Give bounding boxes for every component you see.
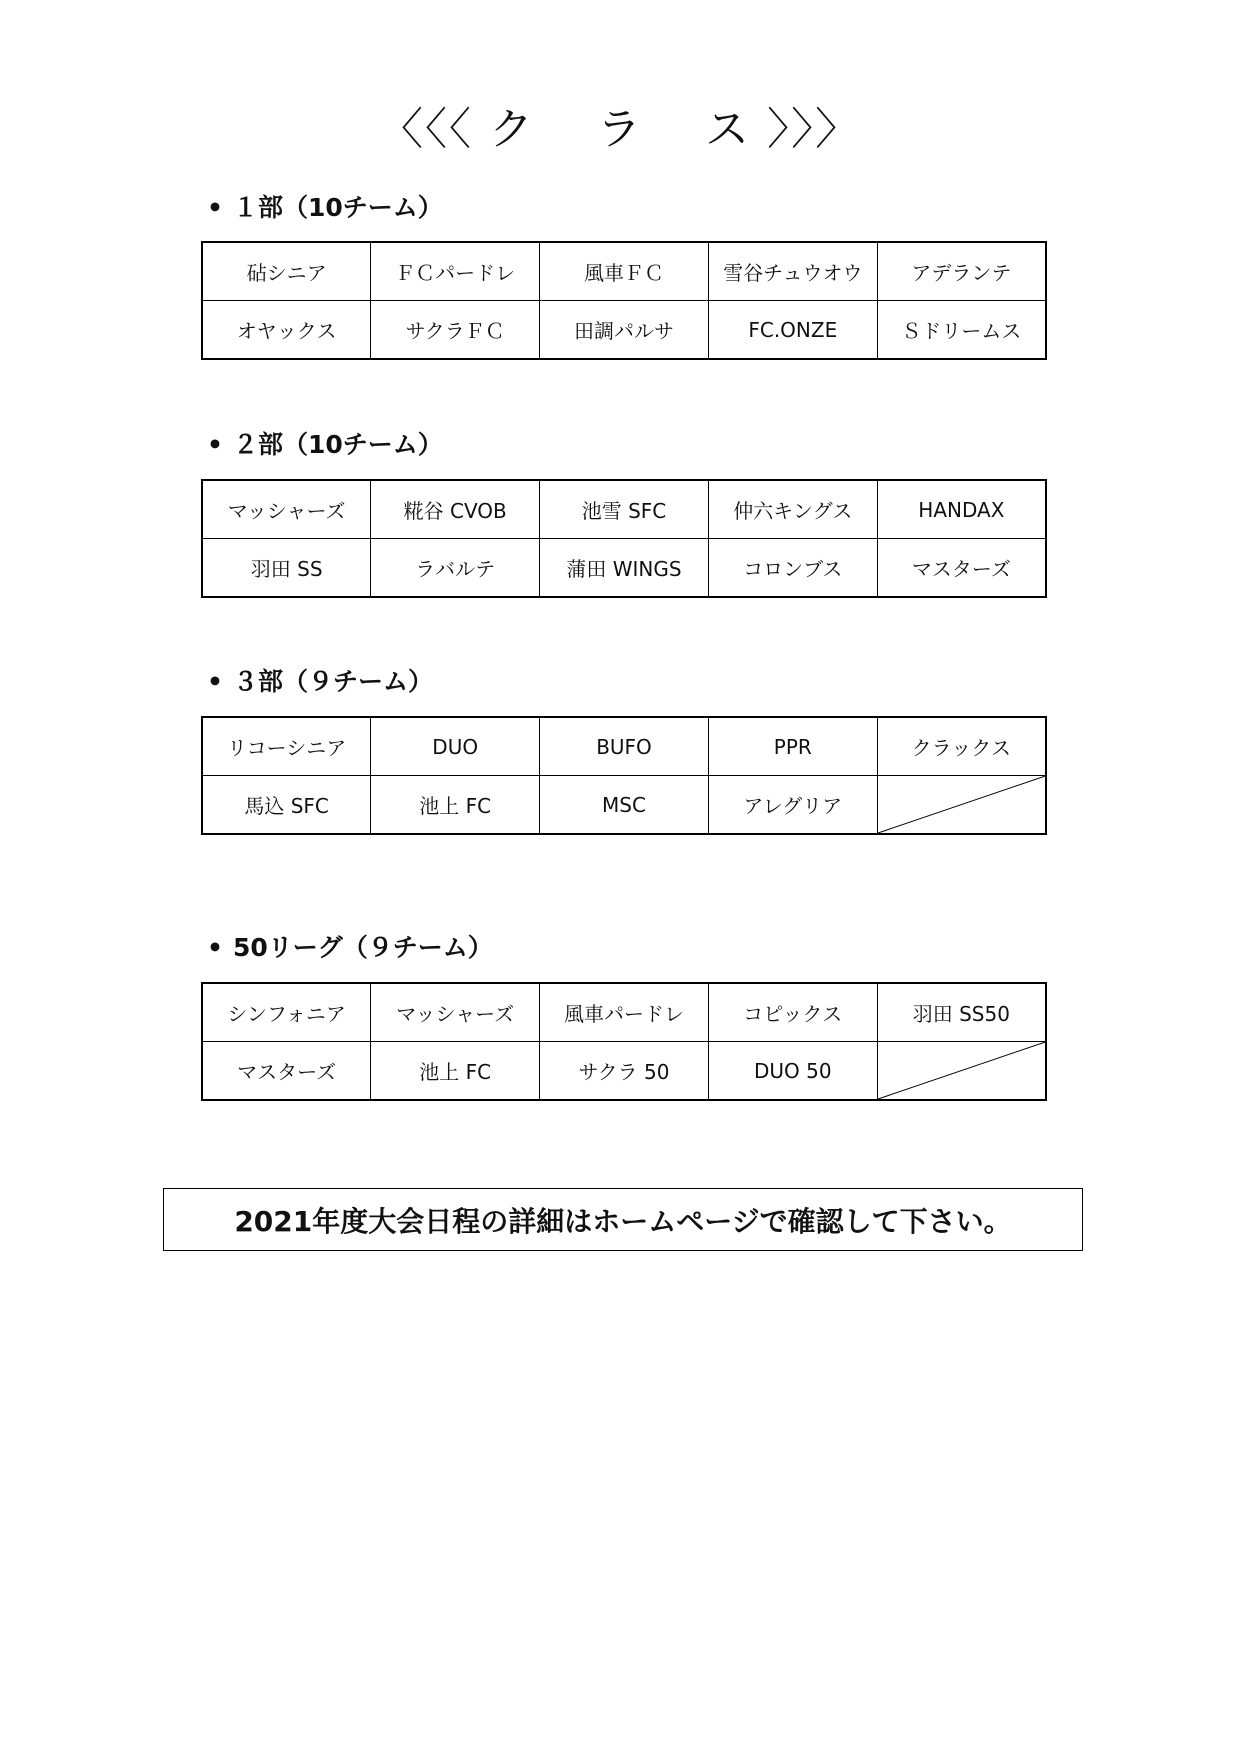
team-cell: サクラ 50 [540, 1042, 709, 1101]
bullet-icon: • [207, 933, 223, 962]
table-row [202, 1042, 1046, 1101]
schedule-notice-box [163, 1188, 1083, 1251]
team-cell: 田調パルサ [540, 301, 709, 360]
table-row [202, 717, 1046, 776]
section-heading-label: ２部（10チーム） [232, 430, 443, 459]
team-cell: マッシャーズ [371, 983, 540, 1042]
team-cell: FC.ONZE [708, 301, 877, 360]
50-league-team-table [201, 982, 1047, 1101]
team-cell: サクラＦＣ [371, 301, 540, 360]
team-cell: クラックス [877, 717, 1046, 776]
section-heading-division-2 [207, 425, 443, 461]
table-row [202, 301, 1046, 360]
team-cell: 池上 FC [371, 1042, 540, 1101]
team-cell: ＦＣパードレ [371, 242, 540, 301]
team-cell: 蒲田 WINGS [540, 539, 709, 598]
table-row [202, 983, 1046, 1042]
team-cell: Ｓドリームス [877, 301, 1046, 360]
team-cell: HANDAX [877, 480, 1046, 539]
team-cell: マスターズ [202, 1042, 371, 1101]
division-3-team-table [201, 716, 1047, 835]
team-cell: DUO 50 [708, 1042, 877, 1101]
team-cell: 馬込 SFC [202, 776, 371, 835]
team-cell: マッシャーズ [202, 480, 371, 539]
team-cell: 風車パードレ [540, 983, 709, 1042]
team-cell: 羽田 SS50 [877, 983, 1046, 1042]
section-heading-50-league [207, 928, 493, 964]
section-heading-division-1 [207, 188, 443, 224]
team-cell: ラバルテ [371, 539, 540, 598]
table-row [202, 242, 1046, 301]
team-cell: 池雪 SFC [540, 480, 709, 539]
section-heading-division-3 [207, 662, 433, 698]
empty-cell-diagonal [877, 1042, 1046, 1101]
section-heading-label: １部（10チーム） [232, 193, 443, 222]
diagonal-line-icon [878, 776, 1045, 833]
team-cell: シンフォニア [202, 983, 371, 1042]
schedule-notice-text: 2021年度大会日程の詳細はホームページで確認して下さい。 [234, 1204, 1012, 1238]
team-cell: PPR [708, 717, 877, 776]
team-cell: アレグリア [708, 776, 877, 835]
table-row [202, 539, 1046, 598]
bullet-icon: • [207, 193, 223, 222]
team-cell: 羽田 SS [202, 539, 371, 598]
team-cell: コロンブス [708, 539, 877, 598]
team-cell: 糀谷 CVOB [371, 480, 540, 539]
diagonal-line-icon [878, 1042, 1045, 1099]
team-cell: リコーシニア [202, 717, 371, 776]
table-row [202, 480, 1046, 539]
team-cell: 仲六キングス [708, 480, 877, 539]
team-cell: MSC [540, 776, 709, 835]
team-cell: マスターズ [877, 539, 1046, 598]
team-cell: 風車ＦＣ [540, 242, 709, 301]
section-heading-label: ３部（９チーム） [232, 667, 433, 696]
team-cell: 雪谷チュウオウ [708, 242, 877, 301]
empty-cell-diagonal [877, 776, 1046, 835]
division-2-team-table [201, 479, 1047, 598]
bullet-icon: • [207, 430, 223, 459]
team-cell: オヤックス [202, 301, 371, 360]
section-heading-label: 50リーグ（９チーム） [232, 933, 493, 962]
team-cell: 池上 FC [371, 776, 540, 835]
bullet-icon: • [207, 667, 223, 696]
page-title: 〈〈〈 ク ラ ス 〉〉〉 [379, 104, 861, 155]
team-cell: 砧シニア [202, 242, 371, 301]
division-1-team-table [201, 241, 1047, 360]
team-cell: BUFO [540, 717, 709, 776]
team-cell: DUO [371, 717, 540, 776]
table-row [202, 776, 1046, 835]
team-cell: アデランテ [877, 242, 1046, 301]
team-cell: コピックス [708, 983, 877, 1042]
